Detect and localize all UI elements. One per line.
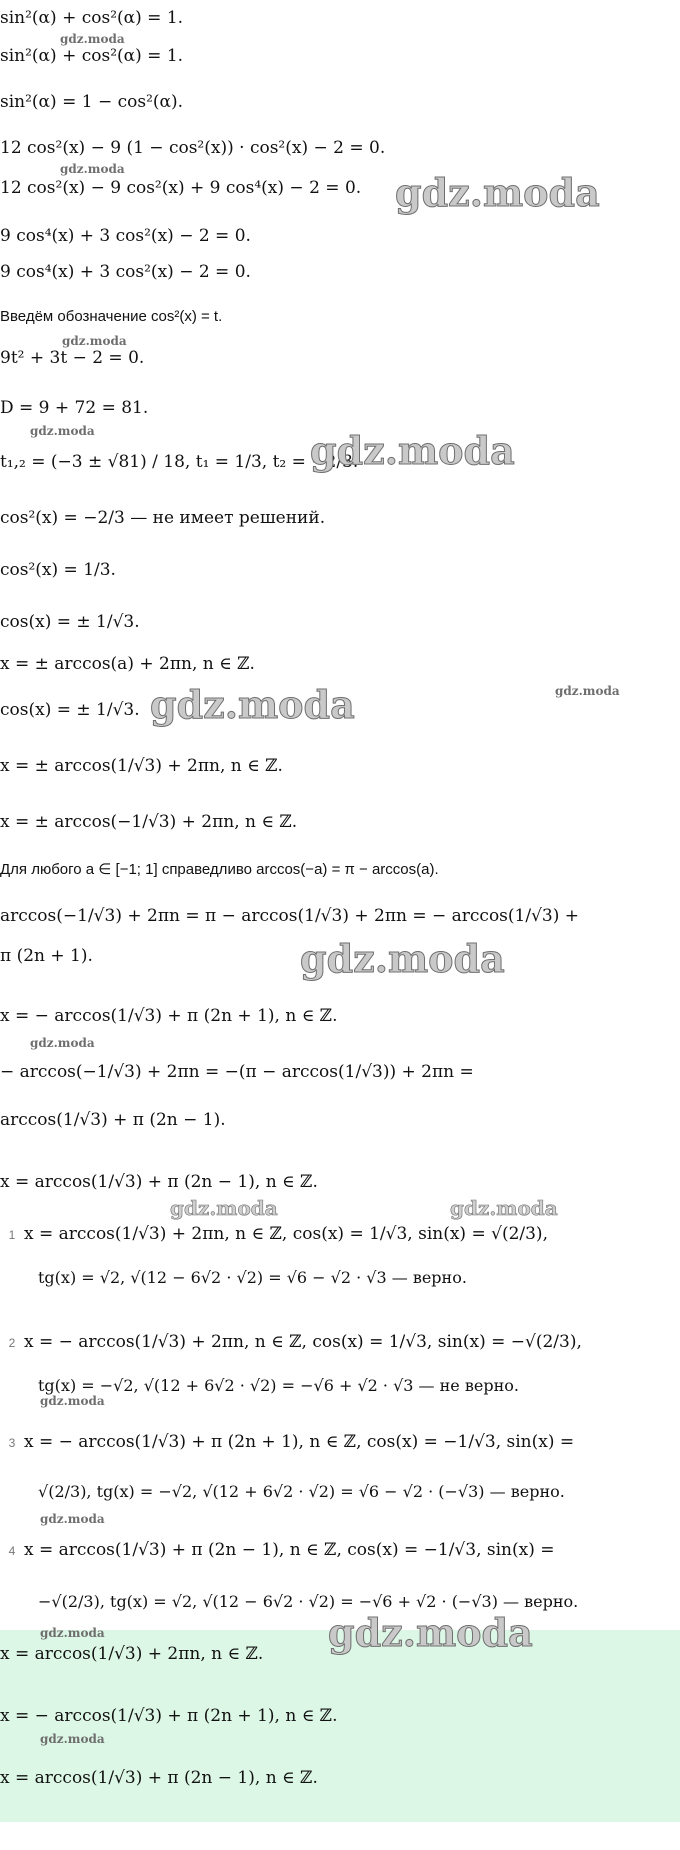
watermark: gdz.moda [555, 684, 620, 698]
watermark: gdz.moda [62, 334, 127, 348]
equation-line: 12 cos²(x) − 9 cos²(x) + 9 cos⁴(x) − 2 = 0. [0, 178, 362, 198]
property-text: Для любого a ∈ [−1; 1] справедливо arccos(−a) = π − arccos(a). [0, 861, 439, 878]
solution-line: x = ± arccos(1/√3) + 2πn, n ∈ ℤ. [0, 756, 283, 776]
check-line: x = − arccos(1/√3) + π (2n + 1), n ∈ ℤ, cos(x) = −1/√3, sin(x) = [24, 1432, 575, 1452]
check-number: 4 [8, 1544, 16, 1558]
watermark: gdz.moda [60, 162, 125, 176]
equation-line: cos²(x) = −2/3 — не имеет решений. [0, 508, 326, 528]
answer-block [0, 1630, 680, 1822]
check-line: √(2/3), tg(x) = −√2, √(12 + 6√2 · √2) = √6 − √2 · (−√3) — верно. [38, 1482, 565, 1501]
solution-line: x = − arccos(1/√3) + π (2n + 1), n ∈ ℤ. [0, 1006, 338, 1026]
equation-line: arccos(−1/√3) + 2πn = π − arccos(1/√3) + 2πn = − arccos(1/√3) + [0, 906, 580, 926]
check-item [0, 1224, 548, 1244]
general-solution-line: x = ± arccos(a) + 2πn, n ∈ ℤ. [0, 654, 255, 674]
check-number: 3 [8, 1436, 16, 1450]
solution-line: x = ± arccos(−1/√3) + 2πn, n ∈ ℤ. [0, 812, 298, 832]
watermark: gdz.moda [300, 936, 505, 981]
watermark: gdz.moda [30, 424, 95, 438]
check-line: x = − arccos(1/√3) + 2πn, n ∈ ℤ, cos(x) = 1/√3, sin(x) = −√(2/3), [24, 1332, 582, 1352]
answer-line: x = − arccos(1/√3) + π (2n + 1), n ∈ ℤ. [0, 1706, 338, 1726]
check-line: tg(x) = −√2, √(12 + 6√2 · √2) = −√6 + √2 · √3 — не верно. [38, 1376, 519, 1395]
equation-line: sin²(α) = 1 − cos²(α). [0, 92, 184, 112]
equation-line: cos²(x) = 1/3. [0, 560, 116, 580]
check-number: 2 [8, 1336, 16, 1350]
check-item [0, 1432, 574, 1452]
equation-line: cos(x) = ± 1/√3. [0, 700, 140, 720]
watermark: gdz.moda [40, 1512, 105, 1526]
equation-line: cos(x) = ± 1/√3. [0, 612, 140, 632]
watermark: gdz.moda [395, 170, 600, 215]
equation-line: D = 9 + 72 = 81. [0, 398, 149, 418]
check-line: x = arccos(1/√3) + 2πn, n ∈ ℤ, cos(x) = 1/√3, sin(x) = √(2/3), [24, 1224, 548, 1244]
equation-line: 9t² + 3t − 2 = 0. [0, 348, 145, 368]
equation-line: 12 cos²(x) − 9 (1 − cos²(x)) · cos²(x) − 2 = 0. [0, 138, 386, 158]
roots-line: t₁,₂ = (−3 ± √81) / 18, t₁ = 1/3, t₂ = −2/3. [0, 452, 359, 472]
watermark: gdz.moda [40, 1394, 105, 1408]
check-line: x = arccos(1/√3) + π (2n − 1), n ∈ ℤ, cos(x) = −1/√3, sin(x) = [24, 1540, 555, 1560]
check-line: tg(x) = √2, √(12 − 6√2 · √2) = √6 − √2 · √3 — верно. [38, 1268, 467, 1287]
answer-line: x = arccos(1/√3) + π (2n − 1), n ∈ ℤ. [0, 1768, 318, 1788]
check-number: 1 [8, 1228, 16, 1242]
check-item [0, 1332, 582, 1352]
equation-line: 9 cos⁴(x) + 3 cos²(x) − 2 = 0. [0, 226, 251, 246]
watermark: gdz.moda [40, 1626, 105, 1640]
equation-line: − arccos(−1/√3) + 2πn = −(π − arccos(1/√3)) + 2πn = [0, 1062, 474, 1082]
equation-line: π (2n + 1). [0, 946, 93, 966]
watermark: gdz.moda [40, 1732, 105, 1746]
watermark: gdz.moda [310, 428, 515, 473]
watermark: gdz.moda [30, 1036, 95, 1050]
check-line: −√(2/3), tg(x) = √2, √(12 − 6√2 · √2) = −√6 + √2 · (−√3) — верно. [38, 1592, 579, 1611]
watermark: gdz.moda [450, 1196, 558, 1220]
solution-line: x = arccos(1/√3) + π (2n − 1), n ∈ ℤ. [0, 1172, 318, 1192]
equation-line: sin²(α) + cos²(α) = 1. [0, 46, 184, 66]
watermark: gdz.moda [150, 682, 355, 727]
equation-line: arccos(1/√3) + π (2n − 1). [0, 1110, 226, 1130]
equation-line: sin²(α) + cos²(α) = 1. [0, 8, 184, 28]
watermark: gdz.moda [60, 32, 125, 46]
equation-line: 9 cos⁴(x) + 3 cos²(x) − 2 = 0. [0, 262, 251, 282]
answer-line: x = arccos(1/√3) + 2πn, n ∈ ℤ. [0, 1644, 264, 1664]
watermark: gdz.moda [170, 1196, 278, 1220]
notation-text: Введём обозначение cos²(x) = t. [0, 308, 223, 325]
check-item [0, 1540, 555, 1560]
watermark: gdz.moda [328, 1610, 533, 1655]
